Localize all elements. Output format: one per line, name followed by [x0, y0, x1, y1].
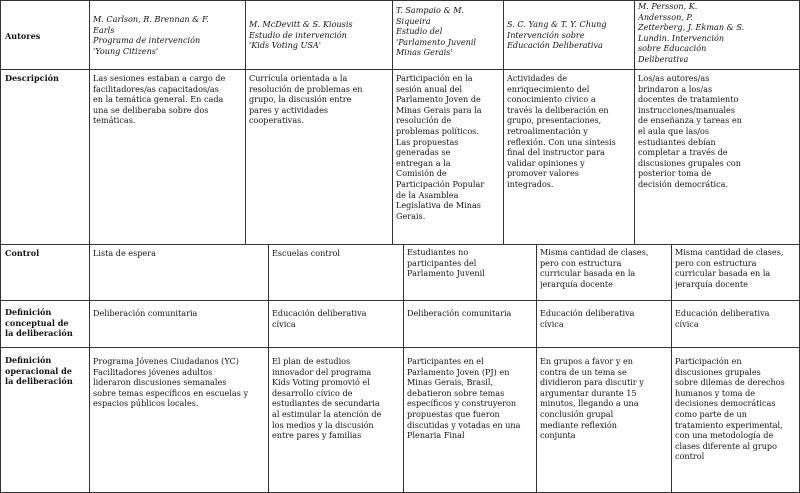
- row-divider: [0, 69, 800, 70]
- control-cell: Escuelas control: [272, 248, 340, 258]
- control-cell: Lista de espera: [93, 248, 156, 258]
- column-divider: [536, 244, 537, 493]
- row-label-control: Control: [5, 248, 40, 258]
- author-header: M. Persson, K. Andersson, P. Zetterberg, J. Ekman & S. Lundin. Intervención sobre Educación Deliberativa: [638, 1, 745, 64]
- column-divider: [671, 244, 672, 493]
- author-header: S. C. Yang & T. Y. Chung Intervención sobre Educación Deliberativa: [507, 19, 607, 51]
- def-operacional-cell: Programa Jóvenes Ciudadanos (YC) Facilitadores jóvenes adultos lideraron discusiones semanales sobre temas específicos en escuelas y espacios públicos locales.: [93, 356, 249, 409]
- row-divider: [0, 244, 800, 245]
- row-divider: [0, 347, 800, 348]
- def-operacional-cell: Participantes en el Parlamento Joven (PJ) en Minas Gerais, Brasil, debatieron sobre temas específicos y construyeron propuestas que fueron discutidas y votadas en una Plenaria Final: [407, 356, 521, 441]
- def-operacional-cell: Participación en discusiones grupales sobre dilemas de derechos humanos y toma de decisiones democráticas como parte de un tratamiento experimental, con una metodología de clases diferente al grupo control: [675, 356, 785, 462]
- row-label-def-conceptual: Definición conceptual de la deliberación: [5, 307, 73, 339]
- def-operacional-cell: El plan de estudios innovador del programa Kids Voting promovió el desarrollo cívico de estudiantes de secundaria al estimular la atención de los medios y la discusión entre pares y familias: [272, 356, 382, 441]
- row-label-autores: Autores: [5, 31, 41, 41]
- descripcion-cell: Participación en la sesión anual del Parlamento Joven de Minas Gerais para la resolución de problemas políticos. Las propuestas generadas se entregan a la Comisión de Participación Popular de la Asamblea Legislativa de Minas Gerais.: [396, 73, 485, 221]
- descripcion-cell: Los/as autores/as brindaron a los/as docentes de tratamiento instrucciones/manuales de enseñanza y tareas en el aula que las/os estudiantes debían completar a través de discusiones grupales con posterior toma de decisión democrática.: [638, 73, 742, 189]
- author-header: M. McDevitt & S. Kiousis Estudio de intervención 'Kids Voting USA': [249, 19, 353, 51]
- def-operacional-cell: En grupos a favor y en contra de un tema se dividieron para discutir y argumentar durante 15 minutos, llegando a una conclusión grupal mediante reflexión conjunta: [540, 356, 644, 441]
- row-label-descripcion: Descripción: [5, 73, 59, 83]
- author-header: T. Sampaio & M. Siqueira Estudio del 'Parlamento Juvenil Minas Gerais': [396, 5, 477, 58]
- def-conceptual-cell: Deliberación comunitaria: [93, 308, 198, 318]
- control-cell: Misma cantidad de clases, pero con estructura curricular basada en la jerarquía docente: [675, 247, 784, 289]
- column-divider: [89, 0, 90, 244]
- column-divider: [268, 244, 269, 493]
- control-cell: Misma cantidad de clases, pero con estructura curricular basada en la jerarquía docente: [540, 247, 649, 289]
- descripcion-cell: Las sesiones estaban a cargo de facilitadores/as capacitados/as en la temática general. En cada una se deliberaba sobre dos temáticas.: [93, 73, 226, 126]
- column-divider: [403, 244, 404, 493]
- column-divider: [634, 0, 635, 244]
- control-cell: Estudiantes no participantes del Parlamento Juvenil: [407, 247, 485, 279]
- def-conceptual-cell: Educación deliberativa cívica: [540, 308, 635, 329]
- descripcion-cell: Actividades de enriquecimiento del conocimiento cívico a través la deliberación en grupo, presentaciones, retroalimentación y reflexión. Con una síntesis final del instructor para validar opiniones y promover valores integrados.: [507, 73, 616, 189]
- column-divider: [245, 0, 246, 244]
- descripcion-cell: Currícula orientada a la resolución de problemas en grupo, la discusión entre pares y actividades cooperativas.: [249, 73, 363, 126]
- column-divider: [503, 0, 504, 244]
- row-divider: [0, 300, 800, 301]
- column-divider: [392, 0, 393, 244]
- def-conceptual-cell: Deliberación comunitaria: [407, 308, 512, 318]
- def-conceptual-cell: Educación deliberativa cívica: [675, 308, 770, 329]
- table-border-left: [0, 0, 1, 493]
- row-label-def-operacional: Definición operacional de la deliberación: [5, 355, 73, 387]
- column-divider: [89, 244, 90, 493]
- def-conceptual-cell: Educación deliberativa cívica: [272, 308, 367, 329]
- author-header: M. Carlson, R. Brennan & F. Earls Programa de intervención 'Young Citizens': [93, 14, 209, 56]
